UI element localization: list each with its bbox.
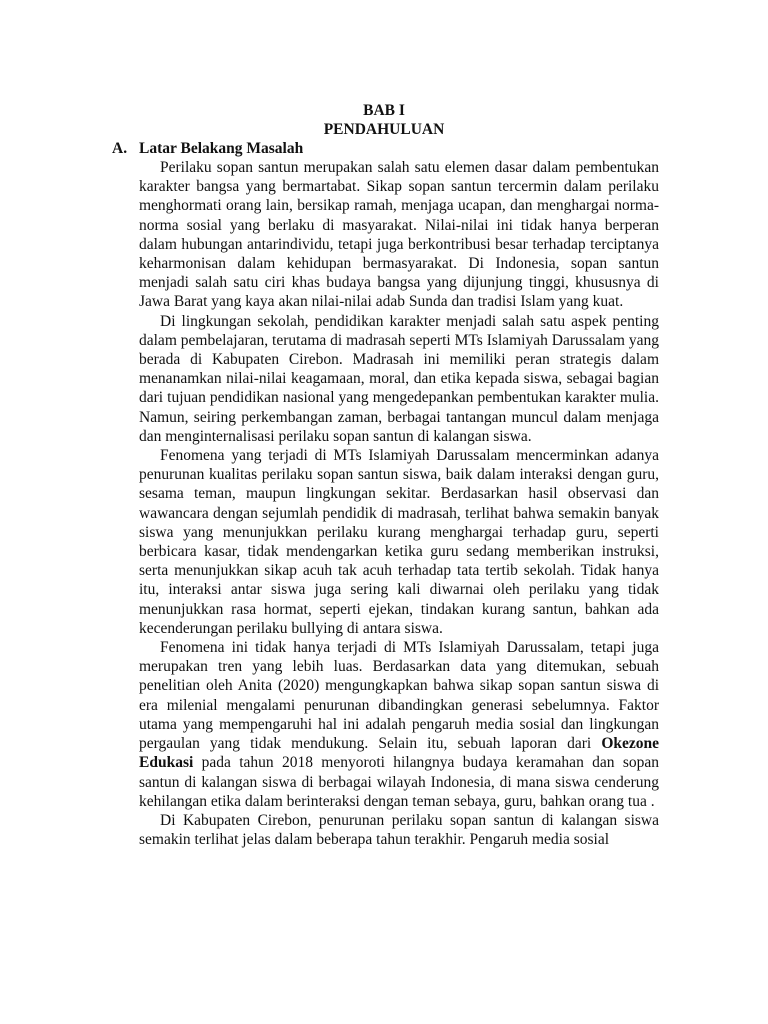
- section-title: Latar Belakang Masalah: [139, 140, 304, 157]
- section-heading: [112, 139, 303, 158]
- source-name-bold: Okezone Edukasi: [139, 735, 659, 772]
- paragraph-4-text-b: pada tahun 2018 menyoroti hilangnya budaya keramahan dan sopan santun di kalangan siswa di berbagai wilayah Indonesia, di mana siswa cenderung kehilangan etika dalam berinteraksi dengan teman sebaya, guru, bahkan orang tua .: [139, 754, 659, 810]
- paragraph-4-text-a: Fenomena ini tidak hanya terjadi di MTs Islamiyah Darussalam, tetapi juga merupakan tren yang lebih luas. Berdasarkan data yang ditemukan, sebuah penelitian oleh Anita (2020) mengungkapkan bahwa sikap sopan santun siswa di era milenial mengalami penurunan dibandingkan generasi sebelumnya. Faktor utama yang mempengaruhi hal ini adalah pengaruh media sosial dan lingkungan pergaulan yang tidak mendukung. Selain itu, sebuah laporan dari: [139, 639, 659, 753]
- paragraph-4: [139, 638, 659, 811]
- paragraph-1: Perilaku sopan santun merupakan salah satu elemen dasar dalam pembentukan karakter bangsa yang bermartabat. Sikap sopan santun tercermin dalam perilaku menghormati orang lain, bersikap ramah, menjaga ucapan, dan menghargai norma-norma sosial yang berlaku di masyarakat. Nilai-nilai ini tidak hanya berperan dalam hubungan antarindividu, tetapi juga berkontribusi besar terhadap terciptanya keharmonisan dalam kehidupan bermasyarakat. Di Indonesia, sopan santun menjadi salah satu ciri khas budaya bangsa yang dijunjung tinggi, khususnya di Jawa Barat yang kaya akan nilai-nilai adab Sunda dan tradisi Islam yang kuat.: [139, 159, 659, 311]
- paragraph-3: Fenomena yang terjadi di MTs Islamiyah Darussalam mencerminkan adanya penurunan kualitas perilaku sopan santun siswa, baik dalam interaksi dengan guru, sesama teman, maupun lingkungan sekitar. Berdasarkan hasil observasi dan wawancara dengan sejumlah pendidik di madrasah, terlihat bahwa semakin banyak siswa yang menunjukkan perilaku kurang menghargai terhadap guru, seperti berbicara kasar, tidak mendengarkan ketika guru sedang memberikan instruksi, serta menunjukkan sikap acuh tak acuh terhadap tata tertib sekolah. Tidak hanya itu, interaksi antar siswa juga sering kali diwarnai oleh perilaku yang tidak menunjukkan rasa hormat, seperti ejekan, tindakan kurang santun, bahkan ada kecenderungan perilaku bullying di antara siswa.: [139, 447, 659, 637]
- paragraph-2: Di lingkungan sekolah, pendidikan karakter menjadi salah satu aspek penting dalam pembelajaran, terutama di madrasah seperti MTs Islamiyah Darussalam yang berada di Kabupaten Cirebon. Madrasah ini memiliki peran strategis dalam menanamkan nilai-nilai keagamaan, moral, dan etika kepada siswa, sebagai bagian dari tujuan pendidikan nasional yang mengedepankan pembentukan karakter mulia. Namun, seiring perkembangan zaman, berbagai tantangan muncul dalam menjaga dan menginternalisasi perilaku sopan santun di kalangan siswa.: [139, 312, 659, 445]
- chapter-title: PENDAHULUAN: [323, 121, 445, 138]
- section-number: A.: [112, 140, 128, 157]
- chapter-label: BAB I: [363, 102, 405, 119]
- body-text: [139, 158, 659, 849]
- paragraph-5: Di Kabupaten Cirebon, penurunan perilaku sopan santun di kalangan siswa semakin terlihat jelas dalam beberapa tahun terakhir. Pengaruh media sosial: [139, 811, 659, 849]
